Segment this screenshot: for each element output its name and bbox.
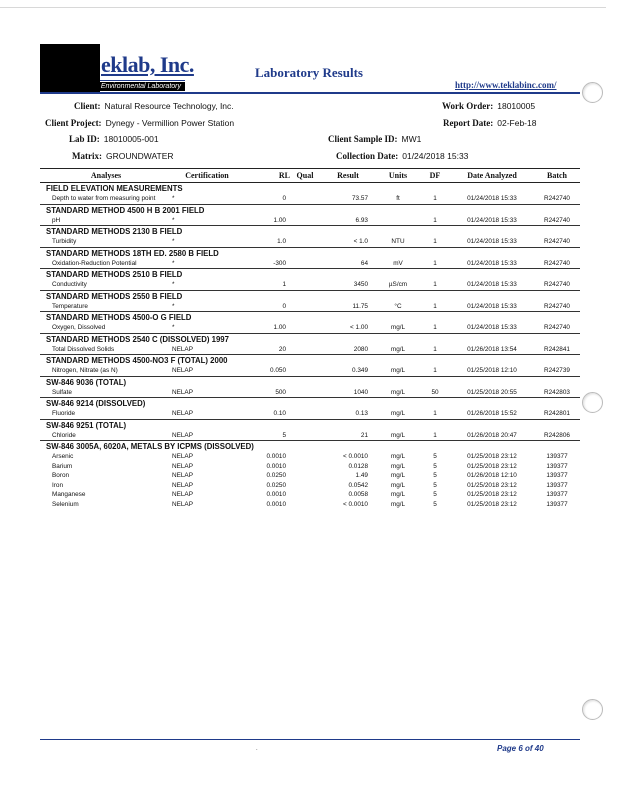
- column-header: Units: [376, 169, 420, 183]
- qualifier: [290, 366, 320, 376]
- method-title: STANDARD METHODS 2130 B FIELD: [40, 226, 580, 238]
- sample-id-value: MW1: [401, 134, 422, 144]
- date-analyzed: 01/26/2018 12:10: [467, 472, 517, 480]
- qualifier: [290, 490, 320, 500]
- method-section-row: [40, 419, 580, 431]
- company-logo-text: eklab, Inc.: [101, 52, 194, 77]
- project-field: [45, 118, 234, 128]
- collection-date-value: 01/24/2018 15:33: [402, 151, 469, 161]
- column-header: Result: [320, 169, 376, 183]
- table-row: [40, 481, 580, 491]
- dilution-factor: 1: [433, 324, 437, 332]
- collection-date-label: Collection Date:: [336, 151, 399, 161]
- result-value: 2080: [353, 345, 368, 353]
- collection-date-field: [336, 151, 468, 161]
- sample-id-field: [328, 134, 421, 144]
- sample-id-label: Client Sample ID:: [328, 134, 398, 144]
- table-row: [40, 431, 580, 441]
- certification: *: [172, 238, 175, 246]
- qualifier: [290, 216, 320, 226]
- result-value: 0.0128: [348, 462, 368, 470]
- report-date-value: 02-Feb-18: [497, 118, 537, 128]
- certification: NELAP: [172, 345, 193, 353]
- results-table: [40, 168, 580, 509]
- batch-id: R242806: [544, 431, 570, 439]
- qualifier: [290, 462, 320, 472]
- company-url-link[interactable]: http://www.teklabinc.com/: [455, 80, 557, 90]
- reporting-limit: 5: [282, 431, 286, 439]
- result-value: 1.49: [355, 472, 368, 480]
- date-analyzed: 01/26/2018 20:47: [467, 431, 517, 439]
- reporting-limit: 0: [282, 195, 286, 203]
- units: µS/cm: [388, 281, 408, 289]
- reporting-limit: 20: [278, 345, 286, 353]
- result-value: 1040: [353, 388, 368, 396]
- units: mg/L: [390, 410, 406, 418]
- certification: NELAP: [172, 491, 193, 499]
- units: °C: [394, 302, 402, 310]
- certification: NELAP: [172, 367, 193, 375]
- method-section-row: [40, 247, 580, 259]
- batch-id: R242740: [544, 216, 570, 224]
- reporting-limit: 0.10: [273, 410, 286, 418]
- date-analyzed: 01/25/2018 23:12: [467, 500, 517, 508]
- result-value: 3450: [353, 281, 368, 289]
- result-value: < 0.0010: [342, 453, 368, 461]
- results-body: [40, 183, 580, 510]
- date-analyzed: 01/24/2018 15:33: [467, 281, 517, 289]
- table-row: [40, 500, 580, 510]
- qualifier: [290, 500, 320, 510]
- method-title: STANDARD METHODS 4500-O G FIELD: [40, 312, 580, 324]
- method-section-row: [40, 290, 580, 302]
- batch-id: 139377: [546, 500, 568, 508]
- method-section-row: [40, 312, 580, 324]
- date-analyzed: 01/25/2018 20:55: [467, 388, 517, 396]
- dilution-factor: 5: [433, 462, 437, 470]
- page-title: Laboratory Results: [255, 65, 363, 80]
- client-value: Natural Resource Technology, Inc.: [104, 101, 234, 111]
- analyte-name: Total Dissolved Solids: [52, 345, 115, 353]
- reporting-limit: 1.0: [277, 238, 286, 246]
- analyte-name: Sulfate: [52, 388, 72, 396]
- column-header: DF: [420, 169, 450, 183]
- certification: NELAP: [172, 481, 193, 489]
- units: mg/L: [390, 388, 406, 396]
- table-row: [40, 471, 580, 481]
- analyte-name: Turbidity: [52, 238, 77, 246]
- table-row: [40, 237, 580, 247]
- result-value: 0.13: [355, 410, 368, 418]
- reporting-limit: 0: [282, 302, 286, 310]
- method-title: SW-846 3005A, 6020A, METALS BY ICPMS (DISSOLVED): [40, 441, 580, 453]
- reporting-limit: 1.00: [273, 324, 286, 332]
- batch-id: 139377: [546, 453, 568, 461]
- date-analyzed: 01/25/2018 23:12: [467, 481, 517, 489]
- analyte-name: Depth to water from measuring point: [52, 195, 156, 203]
- date-analyzed: 01/26/2018 13:54: [467, 345, 517, 353]
- batch-id: R242740: [544, 259, 570, 267]
- method-title: SW-846 9036 (TOTAL): [40, 376, 580, 388]
- units: mg/L: [390, 500, 406, 508]
- method-section-row: [40, 376, 580, 388]
- qualifier: [290, 345, 320, 355]
- date-analyzed: 01/24/2018 15:33: [467, 195, 517, 203]
- units: mg/L: [390, 491, 406, 499]
- batch-id: R242740: [544, 238, 570, 246]
- table-row: [40, 216, 580, 226]
- result-value: < 1.00: [350, 324, 368, 332]
- certification: NELAP: [172, 462, 193, 470]
- batch-id: R242841: [544, 345, 570, 353]
- footer-rule: [40, 739, 580, 740]
- table-row: [40, 259, 580, 269]
- punch-hole-icon: [582, 82, 603, 103]
- certification: NELAP: [172, 388, 193, 396]
- units: mg/L: [390, 462, 406, 470]
- lab-id-label: Lab ID:: [69, 134, 100, 144]
- result-value: 11.75: [352, 302, 368, 310]
- analyte-name: Boron: [52, 472, 70, 480]
- report-date-label: Report Date:: [443, 118, 494, 128]
- lab-id-value: 18010005-001: [103, 134, 159, 144]
- analyte-name: Manganese: [52, 491, 86, 499]
- qualifier: [290, 237, 320, 247]
- batch-id: R242801: [544, 410, 570, 418]
- table-header-row: [40, 169, 580, 183]
- dilution-factor: 1: [433, 238, 437, 246]
- qualifier: [290, 471, 320, 481]
- analyte-name: Barium: [52, 462, 73, 470]
- reporting-limit: 0.0010: [266, 462, 286, 470]
- table-row: [40, 345, 580, 355]
- result-value: 0.0542: [348, 481, 368, 489]
- qualifier: [290, 194, 320, 204]
- result-value: 64: [360, 259, 368, 267]
- reporting-limit: 0.050: [270, 367, 286, 375]
- batch-id: 139377: [546, 472, 568, 480]
- page-number: Page 6 of 40: [497, 744, 544, 753]
- method-section-row: [40, 204, 580, 216]
- result-value: 0.349: [352, 367, 368, 375]
- units: ft: [396, 195, 400, 203]
- batch-id: R242740: [544, 195, 570, 203]
- method-title: STANDARD METHODS 2510 B FIELD: [40, 269, 580, 281]
- table-row: [40, 366, 580, 376]
- batch-id: R242803: [544, 388, 570, 396]
- table-row: [40, 194, 580, 204]
- batch-id: R242739: [544, 367, 570, 375]
- certification: *: [172, 195, 175, 203]
- certification: *: [172, 259, 175, 267]
- date-analyzed: 01/24/2018 15:33: [467, 302, 517, 310]
- table-row: [40, 302, 580, 312]
- method-title: STANDARD METHOD 4500 H B 2001 FIELD: [40, 204, 580, 216]
- certification: *: [172, 216, 175, 224]
- result-value: 6.93: [355, 216, 368, 224]
- table-row: [40, 452, 580, 462]
- dilution-factor: 5: [433, 472, 437, 480]
- method-title: SW-846 9214 (DISSOLVED): [40, 398, 580, 410]
- header-rule: [40, 92, 580, 94]
- result-value: 0.0058: [348, 491, 368, 499]
- project-value: Dynegy - Vermillion Power Station: [105, 118, 235, 128]
- analyte-name: Temperature: [52, 302, 88, 310]
- table-row: [40, 409, 580, 419]
- dilution-factor: 5: [433, 453, 437, 461]
- certification: NELAP: [172, 410, 193, 418]
- analyte-name: Conductivity: [52, 281, 87, 289]
- table-row: [40, 323, 580, 333]
- certification: NELAP: [172, 472, 193, 480]
- certification: *: [172, 324, 175, 332]
- certification: NELAP: [172, 453, 193, 461]
- dilution-factor: 50: [431, 388, 439, 396]
- punch-hole-icon: [582, 699, 603, 720]
- date-analyzed: 01/24/2018 15:33: [467, 324, 517, 332]
- column-header: Certification: [172, 169, 242, 183]
- date-analyzed: 01/25/2018 23:12: [467, 453, 517, 461]
- qualifier: [290, 388, 320, 398]
- dilution-factor: 1: [433, 345, 437, 353]
- method-title: FIELD ELEVATION MEASUREMENTS: [40, 183, 580, 195]
- date-analyzed: 01/26/2018 15:52: [467, 410, 517, 418]
- dilution-factor: 1: [433, 367, 437, 375]
- client-field: [74, 101, 234, 111]
- method-title: STANDARD METHODS 4500-NO3 F (TOTAL) 2000: [40, 355, 580, 367]
- analyte-name: Oxygen, Dissolved: [52, 324, 106, 332]
- units: [376, 216, 420, 226]
- method-title: SW-846 9251 (TOTAL): [40, 419, 580, 431]
- dilution-factor: 1: [433, 216, 437, 224]
- units: mV: [393, 259, 403, 267]
- analyte-name: Arsenic: [52, 453, 74, 461]
- reporting-limit: 0.0010: [266, 453, 286, 461]
- qualifier: [290, 409, 320, 419]
- batch-id: R242740: [544, 281, 570, 289]
- method-section-row: [40, 398, 580, 410]
- dilution-factor: 1: [433, 259, 437, 267]
- units: mg/L: [390, 324, 406, 332]
- logo-underline: [100, 80, 185, 81]
- qualifier: [290, 280, 320, 290]
- date-analyzed: 01/24/2018 15:33: [467, 238, 517, 246]
- dilution-factor: 1: [433, 195, 437, 203]
- logo-subtitle: Environmental Laboratory: [40, 82, 185, 91]
- dilution-factor: 1: [433, 410, 437, 418]
- method-section-row: [40, 333, 580, 345]
- result-value: < 1.0: [353, 238, 368, 246]
- column-header: Analyses: [40, 169, 172, 183]
- batch-id: 139377: [546, 481, 568, 489]
- table-row: [40, 280, 580, 290]
- dilution-factor: 5: [433, 481, 437, 489]
- client-label: Client:: [74, 101, 101, 111]
- analyte-name: pH: [52, 216, 61, 224]
- analyte-name: Iron: [52, 481, 64, 489]
- method-section-row: [40, 226, 580, 238]
- work-order-field: [442, 101, 535, 111]
- reporting-limit: 0.0010: [266, 491, 286, 499]
- analyte-name: Selenium: [52, 500, 79, 508]
- matrix-label: Matrix:: [72, 151, 102, 161]
- dilution-factor: 1: [433, 431, 437, 439]
- dilution-factor: 1: [433, 281, 437, 289]
- method-section-row: [40, 355, 580, 367]
- qualifier: [290, 431, 320, 441]
- work-order-label: Work Order:: [442, 101, 494, 111]
- matrix-field: [72, 151, 174, 161]
- analyte-name: Fluoride: [52, 410, 76, 418]
- certification: NELAP: [172, 431, 193, 439]
- batch-id: R242740: [544, 324, 570, 332]
- footer-mark: .: [256, 746, 258, 752]
- dilution-factor: 1: [433, 302, 437, 310]
- table-row: [40, 388, 580, 398]
- punch-hole-icon: [582, 392, 603, 413]
- result-value: 21: [360, 431, 368, 439]
- units: mg/L: [390, 345, 406, 353]
- column-header: Batch: [534, 169, 580, 183]
- date-analyzed: 01/24/2018 15:33: [467, 216, 517, 224]
- column-header: Date Analyzed: [450, 169, 534, 183]
- reporting-limit: 500: [275, 388, 286, 396]
- dilution-factor: 5: [433, 500, 437, 508]
- method-section-row: [40, 183, 580, 195]
- date-analyzed: 01/25/2018 23:12: [467, 462, 517, 470]
- date-analyzed: 01/24/2018 15:33: [467, 259, 517, 267]
- method-title: STANDARD METHODS 2540 C (DISSOLVED) 1997: [40, 333, 580, 345]
- certification: *: [172, 302, 175, 310]
- top-rule: [0, 7, 606, 8]
- work-order-value: 18010005: [497, 101, 536, 111]
- qualifier: [290, 259, 320, 269]
- result-value: 73.57: [352, 195, 368, 203]
- lab-id-field: [69, 134, 159, 144]
- date-analyzed: 01/25/2018 12:10: [467, 367, 517, 375]
- reporting-limit: -300: [273, 259, 286, 267]
- qualifier: [290, 302, 320, 312]
- dilution-factor: 5: [433, 491, 437, 499]
- reporting-limit: 0.0250: [266, 481, 286, 489]
- batch-id: 139377: [546, 462, 568, 470]
- reporting-limit: 0.0010: [266, 500, 286, 508]
- result-value: < 0.0010: [342, 500, 368, 508]
- method-section-row: [40, 269, 580, 281]
- report-date-field: [443, 118, 536, 128]
- method-title: STANDARD METHODS 2550 B FIELD: [40, 290, 580, 302]
- batch-id: R242740: [544, 302, 570, 310]
- analyte-name: Oxidation-Reduction Potential: [52, 259, 137, 267]
- reporting-limit: 0.0250: [266, 472, 286, 480]
- column-header: RL: [242, 169, 290, 183]
- reporting-limit: 1.00: [273, 216, 286, 224]
- units: NTU: [391, 238, 405, 246]
- qualifier: [290, 481, 320, 491]
- date-analyzed: 01/25/2018 23:12: [467, 491, 517, 499]
- matrix-value: GROUNDWATER: [105, 151, 174, 161]
- certification: *: [172, 281, 175, 289]
- column-header: Qual: [290, 169, 320, 183]
- method-section-row: [40, 441, 580, 453]
- units: mg/L: [390, 367, 406, 375]
- certification: NELAP: [172, 500, 193, 508]
- table-row: [40, 490, 580, 500]
- units: mg/L: [390, 481, 406, 489]
- method-title: STANDARD METHODS 18TH ED. 2580 B FIELD: [40, 247, 580, 259]
- units: mg/L: [390, 453, 406, 461]
- units: mg/L: [390, 472, 406, 480]
- project-label: Client Project:: [45, 118, 102, 128]
- units: mg/L: [390, 431, 406, 439]
- table-row: [40, 462, 580, 472]
- qualifier: [290, 323, 320, 333]
- analyte-name: Nitrogen, Nitrate (as N): [52, 367, 118, 375]
- qualifier: [290, 452, 320, 462]
- batch-id: 139377: [546, 491, 568, 499]
- analyte-name: Chloride: [52, 431, 76, 439]
- reporting-limit: 1: [282, 281, 286, 289]
